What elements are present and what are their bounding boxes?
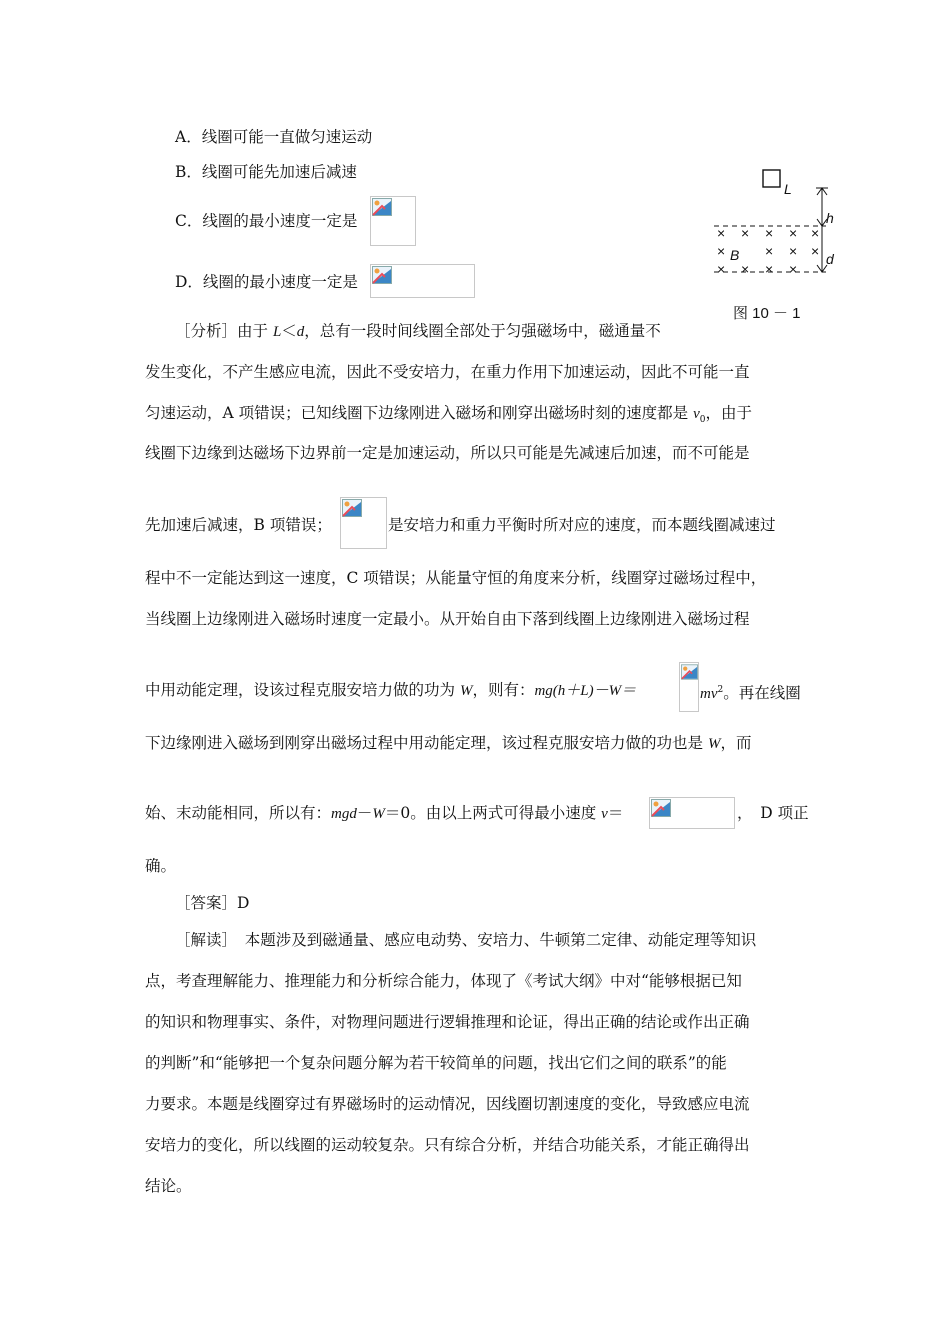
field-cross: × — [765, 225, 774, 241]
option-a: A．线圈可能一直做匀速运动 — [175, 128, 373, 146]
analysis-line-11: 确。 — [145, 857, 177, 875]
field-cross: × — [765, 261, 774, 277]
analysis-line-6: 程中不一定能达到这一速度，C 项错误；从能量守恒的角度来分析，线圈穿过磁场过程中， — [145, 569, 767, 587]
field-cross: × — [811, 225, 820, 241]
analysis-line-8b: $mv^2$。再在线圈 — [700, 684, 801, 703]
broken-image-icon — [340, 497, 387, 549]
analysis-line-5a: 先加速后减速，B 项错误； — [145, 516, 332, 534]
analysis-line-7: 当线圈上边缘刚进入磁场时速度一定最小。从开始自由下落到线圈上边缘刚进入磁场过程 — [145, 610, 750, 628]
analysis-line-10b: ， D 项正 — [737, 804, 809, 822]
interpretation-line-4: 的判断”和“能够把一个复杂问题分解为若干较简单的问题，找出它们之间的联系”的能 — [145, 1054, 727, 1072]
option-d: D．线圈的最小速度一定是 — [175, 273, 358, 291]
field-cross: × — [811, 243, 820, 259]
field-cross: × — [789, 243, 798, 259]
field-cross: × — [717, 243, 726, 259]
label-d: d — [826, 251, 834, 267]
interpretation-line-3: 的知识和物理事实、条件，对物理问题进行逻辑推理和论证，得出正确的结论或作出正确 — [145, 1013, 750, 1031]
magnetic-field-figure — [712, 168, 842, 328]
broken-image-icon — [649, 797, 735, 829]
interpretation-line-6: 安培力的变化，所以线圈的运动较复杂。只有综合分析，并结合功能关系，才能正确得出 — [145, 1136, 750, 1154]
field-cross: × — [741, 261, 750, 277]
field-cross: × — [765, 243, 774, 259]
broken-image-icon — [370, 196, 416, 246]
analysis-line-1: ［分析］由于 L＜d，总有一段时间线圈全部处于匀强磁场中，磁通量不 — [175, 322, 661, 340]
analysis-line-10a: 始、末动能相同，所以有：mgd－W＝0。由以上两式可得最小速度 v＝ — [145, 804, 624, 822]
analysis-line-4: 线圈下边缘到达磁场下边界前一定是加速运动，所以只可能是先减速后加速，而不可能是 — [145, 444, 750, 462]
field-cross: × — [789, 225, 798, 241]
option-b: B．线圈可能先加速后减速 — [175, 163, 357, 181]
coil-square — [763, 170, 780, 187]
broken-image-icon — [370, 264, 475, 298]
option-c: C．线圈的最小速度一定是 — [175, 212, 358, 230]
label-L: L — [784, 181, 792, 197]
analysis-line-3: 匀速运动，A 项错误；已知线圈下边缘刚进入磁场和刚穿出磁场时刻的速度都是 $v_0$，由于 — [145, 404, 752, 426]
analysis-line-2: 发生变化，不产生感应电流，因此不受安培力，在重力作用下加速运动，因此不可能一直 — [145, 363, 750, 381]
interpretation-line-1: ［解读］ 本题涉及到磁通量、感应电动势、安培力、牛顿第二定律、动能定理等知识 — [175, 931, 757, 949]
analysis-line-5b: 是安培力和重力平衡时所对应的速度，而本题线圈减速过 — [388, 516, 776, 534]
label-B: B — [730, 247, 740, 263]
analysis-line-8a: 中用动能定理，设该过程克服安培力做的功为 W，则有：mg(h＋L)－W＝ — [145, 681, 637, 699]
field-cross: × — [789, 261, 798, 277]
broken-image-icon — [679, 662, 699, 712]
field-cross: × — [717, 261, 726, 277]
analysis-line-9: 下边缘刚进入磁场到刚穿出磁场过程中用动能定理，该过程克服安培力做的功也是 W，而 — [145, 734, 752, 752]
label-h: h — [826, 210, 834, 226]
figure-caption: 图 10 － 1 — [733, 305, 801, 322]
interpretation-line-2: 点，考查理解能力、推理能力和分析综合能力，体现了《考试大纲》中对“能够根据已知 — [145, 972, 742, 990]
answer: ［答案］D — [175, 894, 250, 912]
field-cross: × — [741, 225, 750, 241]
interpretation-line-5: 力要求。本题是线圈穿过有界磁场时的运动情况，因线圈切割速度的变化，导致感应电流 — [145, 1095, 750, 1113]
field-cross: × — [717, 225, 726, 241]
interpretation-line-7: 结论。 — [145, 1177, 192, 1195]
